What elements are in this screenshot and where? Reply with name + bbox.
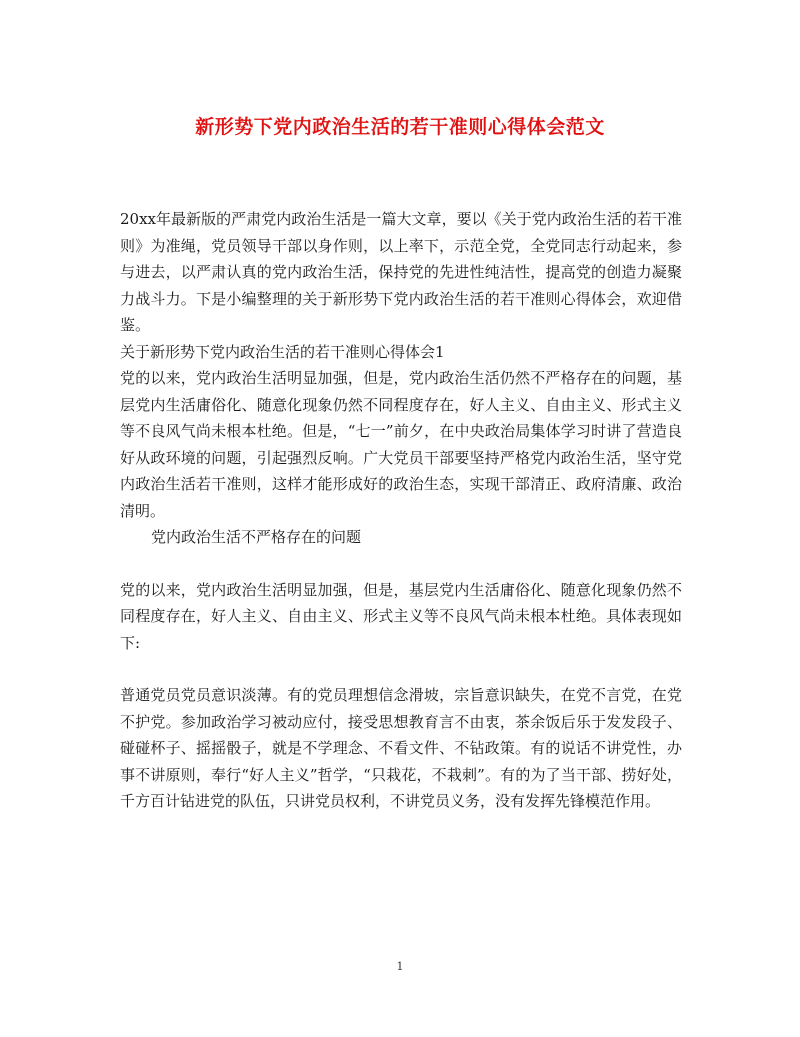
body-paragraph: 党的以来，党内政治生活明显加强，但是，基层党内生活庸俗化、随意化现象仍然不同程度存在，好人主义、自由主义、形式主义等不良风气尚未根本杜绝。具体表现如下: xyxy=(120,580,682,652)
body-paragraph: 普通党员党员意识淡薄。有的党员理想信念滑坡，宗旨意识缺失，在党不言党，在党不护党。参加政治学习被动应付，接受思想教育言不由衷，茶余饭后乐于发发段子、碰碰杯子、摇摇骰子，就是不学理念、不看文件、不钻政策。有的说话不讲党性，办事不讲原则，奉行“好人主义”哲学，“只栽花，不栽刺”。有的为了当干部、捞好处，千方百计钻进党的队伍，只讲党员权利，不讲党员义务，没有发挥先锋模范作用。 xyxy=(120,686,682,810)
document-body xyxy=(120,206,682,815)
intro-paragraph: 20xx年最新版的严肃党内政治生活是一篇大文章，要以《关于党内政治生活的若干准则》为准绳，党员领导干部以身作则，以上率下，示范全党，全党同志行动起来，参与进去，以严肃认真的党内政治生活，保持党的先进性纯洁性，提高党的创造力凝聚力战斗力。下是小编整理的关于新形势下党内政治生活的若干准则心得体会，欢迎借鉴。 xyxy=(120,210,682,334)
section-heading: 关于新形势下党内政治生活的若干准则心得体会1 xyxy=(120,342,445,361)
paragraph-spacer xyxy=(120,551,682,577)
page-number: 1 xyxy=(396,960,404,973)
body-paragraph: 党的以来，党内政治生活明显加强，但是，党内政治生活仍然不严格存在的问题，基层党内生活庸俗化、随意化现象仍然不同程度存在，好人主义、自由主义、形式主义等不良风气尚未根本杜绝。但是，“七一”前夕，在中央政治局集体学习时讲了营造良好从政环境的问题，引起强烈反响。广大党员干部要坚持严格党内政治生活，坚守党内政治生活若干准则，这样才能形成好的政治生态，实现干部清正、政府清廉、政治清明。 xyxy=(120,369,682,520)
document-title: 新形势下党内政治生活的若干准则心得体会范文 xyxy=(195,116,605,138)
subsection-heading: 党内政治生活不严格存在的问题 xyxy=(151,528,362,546)
paragraph-spacer xyxy=(120,656,682,682)
